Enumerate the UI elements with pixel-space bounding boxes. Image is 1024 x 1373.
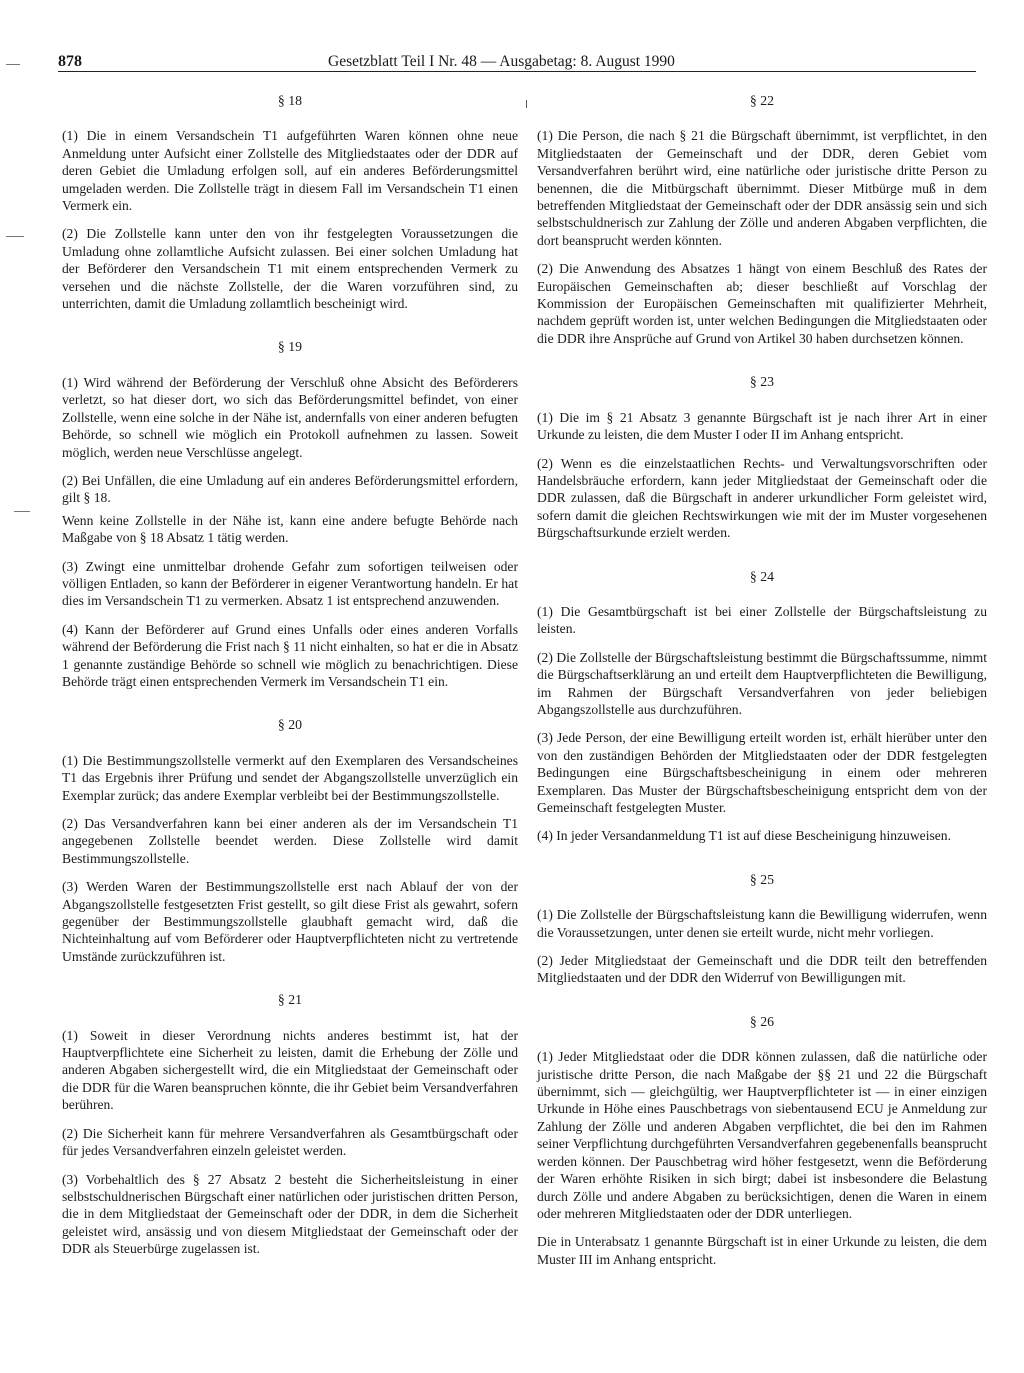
paragraph: (1) Wird während der Beförderung der Verschluß ohne Absicht des Beförderers verletzt, so hat dieser dort, wo sich das Beförderungsmittel befindet, von einer Zollstelle, wenn eine solche in der Nähe ist, andernfalls von einer anderen befugten Behörde, so schnell wie möglich ein Protokoll aufnehmen zu lassen. Soweit möglich, werden neue Verschlüsse angelegt. (62, 374, 518, 460)
page-number: 878 (58, 53, 82, 70)
paragraph: (2) Wenn es die einzelstaatlichen Rechts- und Verwaltungsvorschriften oder Handelsbräuche erfordern, kann jeder Mitgliedstaat der Gemeinschaft oder die DDR zulassen, daß die Bürgschaft in anderer urkundlicher Form geleistet wird, sofern damit die gleichen Rechtswirkungen wie mit der im Muster vorgesehenen Bürgschaftsurkunde erzielt werden. (537, 455, 987, 541)
paragraph: (3) Vorbehaltlich des § 27 Absatz 2 besteht die Sicherheitsleistung in einer selbstschuldnerischen Bürgschaft einer natürlichen oder juristischen dritten Person, die in dem Mitgliedstaat der Gemeinschaft oder der DDR, in dem die Sicherheit geleistet wird, ansässig und von diesem Mitgliedstaat der Gemeinschaft oder der DDR als Steuerbürge zugelassen ist. (62, 1171, 518, 1257)
section-heading: § 24 (749, 568, 775, 584)
section-heading: § 26 (749, 1013, 775, 1029)
section-heading: § 22 (749, 93, 775, 108)
paragraph: Die in Unterabsatz 1 genannte Bürgschaft ist in einer Urkunde zu leisten, die dem Muster III im Anhang entspricht. (537, 1234, 987, 1267)
paragraph: (4) In jeder Versandanmeldung T1 ist auf diese Bescheinigung hinzuweisen. (537, 828, 951, 844)
section-heading: § 21 (277, 992, 303, 1008)
paragraph: (2) Die Sicherheit kann für mehrere Versandverfahren als Gesamtbürgschaft oder für jedes Versandverfahren einzeln geleistet werden. (62, 1125, 518, 1159)
paragraph: (1) Die im § 21 Absatz 3 genannte Bürgschaft ist je nach ihrer Art in einer Urkunde zu leisten, die dem Muster I oder II im Anhang entspricht. (537, 409, 987, 443)
right-column (537, 92, 987, 1294)
column-divider-mark (526, 100, 527, 108)
paragraph: (3) Jede Person, der eine Bewilligung erteilt worden ist, erhält hierüber unter den von den zuständigen Behörden der Mitgliedstaaten oder der DDR festgelegten Bedingungen eine Bürgschaftsbescheinigung in einem oder mehreren Exemplaren. Das Muster der Bürgschaftsbescheinigung entspricht dem von der Gemeinschaft festgelegten Muster. (537, 730, 987, 815)
paragraph: (2) Das Versandverfahren kann bei einer anderen als der im Versandschein T1 angegebenen Zollstelle beendet werden. Diese Zollstelle wird damit Bestimmungszollstelle. (62, 816, 518, 866)
paragraph: (2) Die Anwendung des Absatzes 1 hängt von einem Beschluß des Rates der Europäischen Gemeinschaften ab; dieser beschließt auf Vorschlag der Kommission der Europäischen Gemeinschaften mit qualifizierter Mehrheit, nachdem geprüft worden ist, unter welchen Bedingungen die Mitgliedstaaten oder die DDR ihre Ansprüche auf Grund von Artikel 30 haben durchsetzen können. (537, 261, 987, 346)
paragraph: (2) Die Zollstelle kann unter den von ihr festgelegten Voraussetzungen die Umladung ohne zollamtliche Aufsicht zulassen. Bei einer solchen Umladung hat der Beförderer den Versandschein T1 mit einem entsprechenden Vermerk zu versehen und die nächste Zollstelle, der die Waren vorzuführen sind, zu unterrichten, damit die Umladung zollamtlich bescheinigt wird. (62, 226, 518, 312)
paragraph: (1) Die in einem Versandschein T1 aufgeführten Waren können ohne neue Anmeldung unter Aufsicht einer Zollstelle des Mitgliedstaates oder der DDR auf deren Gebiet die Umladung erfolgen soll, auf ein anderes Beförderungsmittel umgeladen werden. Die Zollstelle trägt in diesem Fall im Versandschein T1 einen Vermerk ein. (62, 128, 518, 214)
paragraph: (3) Zwingt eine unmittelbar drohende Gefahr zum sofortigen teilweisen oder völligen Entladen, so kann der Beförderer in eigener Verantwortung handeln. Er hat dies im Versandschein T1 zu vermerken. Absatz 1 ist entsprechend anzuwenden. (62, 558, 518, 609)
margin-mark (14, 511, 30, 512)
paragraph: (2) Bei Unfällen, die eine Umladung auf ein anderes Beförderungsmittel erfordern, gilt § 18. (62, 472, 518, 506)
section-heading: § 19 (277, 339, 303, 355)
section-heading: § 25 (749, 871, 775, 887)
section-24 (537, 568, 987, 845)
margin-mark (6, 64, 20, 65)
section-23 (537, 373, 987, 541)
paragraph: (4) Kann der Beförderer auf Grund eines Unfalls oder eines anderen Vorfalls während der Beförderung die Frist nach § 11 nicht einhalten, so hat er die in Absatz 1 genannte zuständige Behörde so schnell wie möglich zu benachrichtigen. Diese Behörde trägt einen entsprechenden Vermerk im Versandschein T1 ein. (62, 621, 518, 689)
paragraph: (1) Jeder Mitgliedstaat oder die DDR können zulassen, daß die natürliche oder juristische dritte Person, die nach Maßgabe der §§ 21 und 22 die Bürgschaft übernimmt, sich — gleichgültig, wer Hauptverpflichteter ist — in einer einzigen Urkunde in Höhe eines Pauschbetrags von siebentausend ECU je Anmeldung zur Zahlung der Zölle und anderen Abgaben verpflichtet, die bei den im Rahmen seiner Verpflichtung durchgeführten Versandverfahren gegebenenfalls beansprucht werden können. Der Pauschbetrag wird höher festgesetzt, wenn die Beförderung der Waren erhöhte Risiken in sich birgt; dabei ist insbesondere die Belastung durch Zölle und andere Abgaben zu berücksichtigen, denen die Waren in einem oder mehreren Mitgliedstaaten oder der DDR unterliegen. (537, 1049, 987, 1221)
section-19 (62, 338, 518, 690)
margin-mark (6, 236, 24, 237)
section-22 (537, 92, 987, 347)
paragraph: (2) Die Zollstelle der Bürgschaftsleistung bestimmt die Bürgschaftssumme, nimmt die Bürgschaftserklärung an und erteilt dem Hauptverpflichteten die Bewilligung, im Rahmen der Bürgschaft Versandverfahren von jeder beliebigen Abgangszollstelle aus durchzuführen. (537, 649, 987, 717)
paragraph: (1) Soweit in dieser Verordnung nichts anderes bestimmt ist, hat der Hauptverpflichtete eine Sicherheit zu leisten, damit die Erhebung der Zölle und anderen Abgaben sichergestellt wird, die ein Mitgliedstaat der Gemeinschaft oder die DDR für die Waren beanspruchen könnte, die ihr Gebiet beim Versandverfahren berühren. (62, 1027, 518, 1113)
paragraph: (1) Die Gesamtbürgschaft ist bei einer Zollstelle der Bürgschaftsleistung zu leisten. (537, 603, 987, 637)
section-26 (537, 1013, 987, 1268)
paragraph: (3) Werden Waren der Bestimmungszollstelle erst nach Ablauf der von der Abgangszollstelle festgesetzten Frist gestellt, so gilt diese Frist als gewahrt, sofern gegenüber der Bestimmungszollstelle glaubhaft gemacht wird, daß die Nichteinhaltung auf vom Beförderer oder Hauptverpflichteten nicht zu vertretende Umstände zurückzuführen ist. (62, 879, 518, 964)
section-18 (62, 92, 518, 312)
section-heading: § 20 (277, 717, 303, 733)
paragraph: (2) Jeder Mitgliedstaat der Gemeinschaft und die DDR teilt den betreffenden Mitgliedstaaten und der DDR den Widerruf von Bewilligungen mit. (537, 953, 987, 986)
section-25 (537, 871, 987, 987)
paragraph: (1) Die Person, die nach § 21 die Bürgschaft übernimmt, ist verpflichtet, in den Mitgliedstaaten der Gemeinschaft und der DDR, deren Gebiet vom Versandverfahren berührt wird, eine natürliche oder juristische dritte Person zu benennen, die die Mitbürgschaft übernimmt. Dieser Mitbürge muß in dem betreffenden Mitgliedstaat der Gemeinschaft oder der DDR ansässig sein und sich selbstschuldnerisch zur Zahlung der Zölle und anderen Abgaben verpflichten, die dort beansprucht werden könnten. (537, 128, 987, 248)
gazette-title: Gesetzblatt Teil I Nr. 48 — Ausgabetag: 8. August 1990 (328, 53, 675, 70)
section-heading: § 18 (277, 93, 303, 108)
header-rule (58, 71, 976, 72)
paragraph: (1) Die Bestimmungszollstelle vermerkt auf den Exemplaren des Versandscheines T1 das Ergebnis ihrer Prüfung und sendet der Abgangszollstelle unverzüglich ein Exemplar zurück; das andere Exemplar verbleibt bei der Bestimmungszollstelle. (62, 752, 518, 803)
section-heading: § 23 (749, 374, 775, 390)
paragraph: (1) Die Zollstelle der Bürgschaftsleistung kann die Bewilligung widerrufen, wenn die Voraussetzungen, unter denen sie erteilt wurde, nicht mehr vorliegen. (537, 907, 987, 940)
paragraph: Wenn keine Zollstelle in der Nähe ist, kann eine andere befugte Behörde nach Maßgabe von § 18 Absatz 1 tätig werden. (62, 512, 518, 546)
left-column (62, 92, 518, 1284)
page-header (58, 52, 976, 72)
section-20 (62, 716, 518, 965)
section-21 (62, 991, 518, 1257)
